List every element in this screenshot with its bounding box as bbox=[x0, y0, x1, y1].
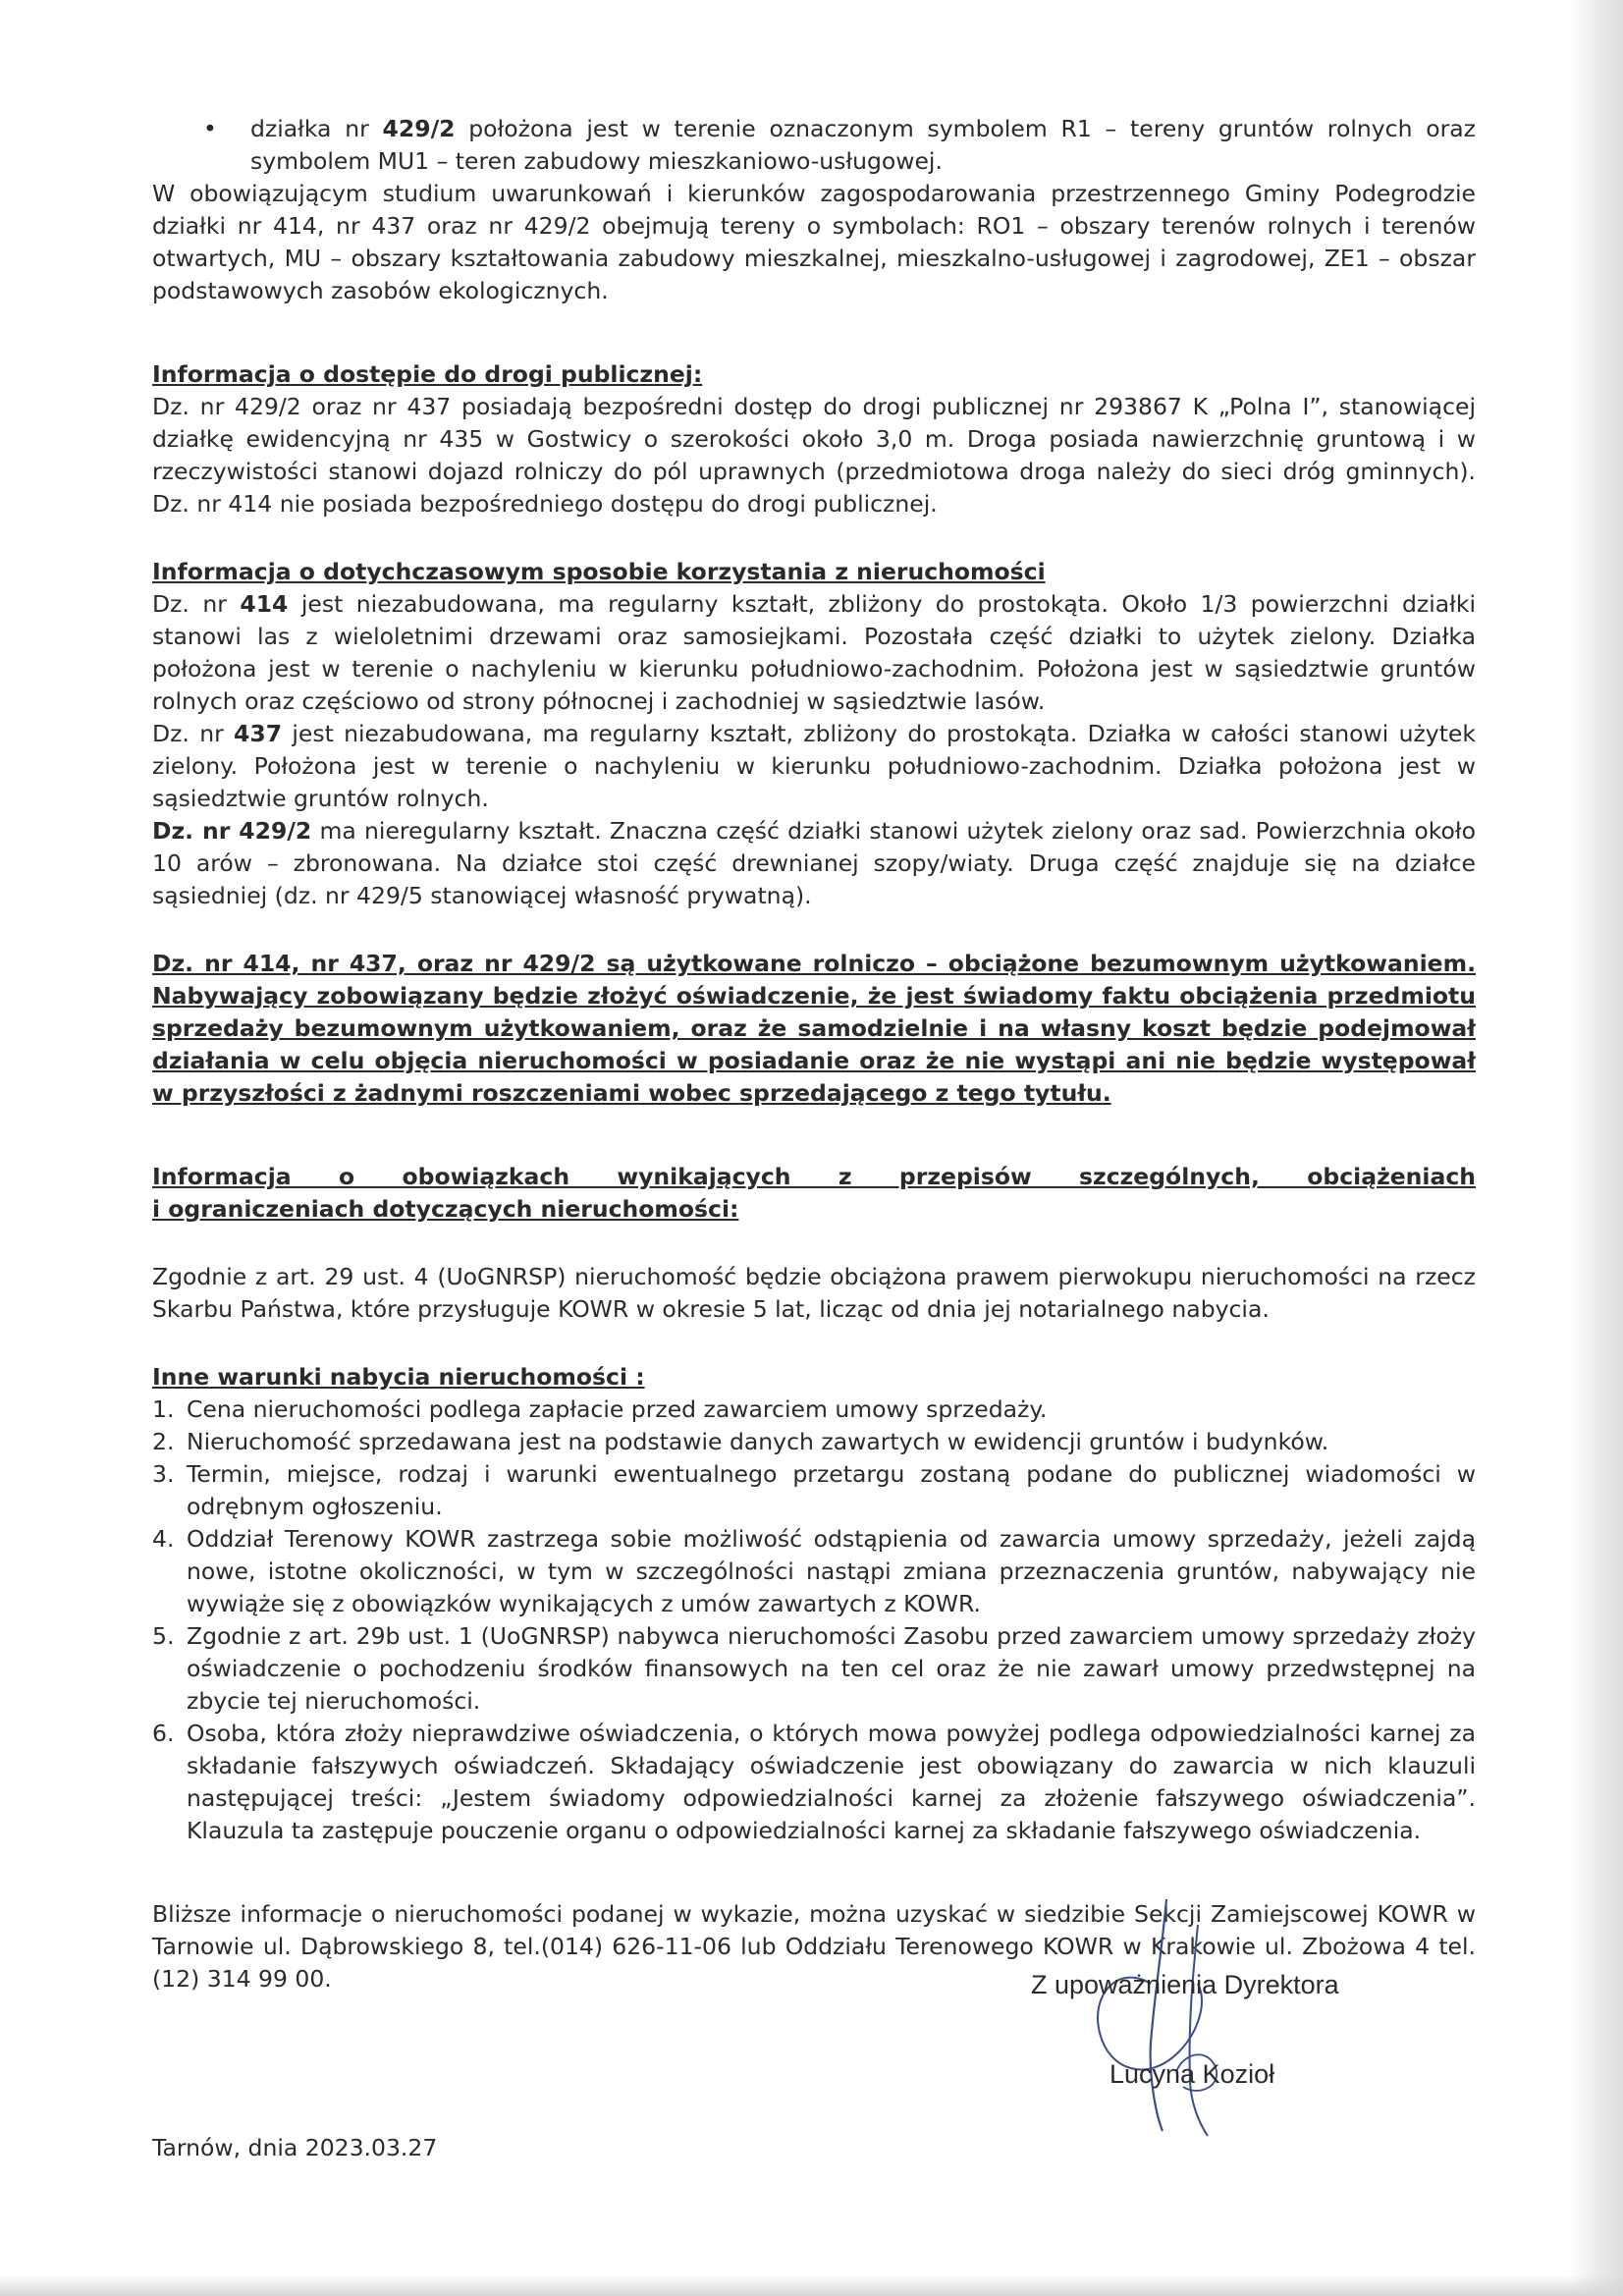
list-item: 1. Cena nieruchomości podlega zapłacie przed zawarciem umowy sprzedaży. bbox=[152, 1395, 1048, 1423]
list-item: 6. Osoba, która złoży nieprawdziwe oświadczenia, o których mowa powyżej podlega odpowiedzialności karnej za składanie fałszywych oświadczeń. Składający oświadczenie jest obowiązany do zawarcia w nich klauzuli następującej treści: „Jestem świadomy odpowiedzialności karnej za złożenie fałszywego oświadczenia”. Klauzula ta zastępuje pouczenie organu o odpowiedzialności karnej za składanie fałszywego oświadczenia. bbox=[152, 1720, 1476, 1844]
usage-parcel-437: Dz. nr 437 jest niezabudowana, ma regularny kształt, zbliżony do prostokąta. Działka w całości stanowi użytek zielony. Położona jest w terenie o nachyleniu w kierunku południowo-zachodnim. Działka położona jest w sąsiedztwie gruntów rolnych. bbox=[152, 720, 1476, 812]
scan-edge-shadow bbox=[1569, 0, 1623, 2296]
signature-title: Z upoważnienia Dyrektora bbox=[1031, 1970, 1339, 1999]
conditions-heading: Inne warunki nabycia nieruchomości : bbox=[152, 1363, 645, 1391]
signatory-name: Lucyna Kozioł bbox=[1109, 2059, 1275, 2089]
road-access-text: Dz. nr 429/2 oraz nr 437 posiadają bezpośredni dostęp do drogi publicznej nr 293867 K „Polna I”, stanowiącej działkę ewidencyjną nr 435 w Gostwicy o szerokości około 3,0 m. Droga posiada nawierzchnię gruntową i w rzeczywistości stanowi dojazd rolniczy do pól uprawnych (przedmiotowa droga należy do sieci dróg gminnych). Dz. nr 414 nie posiada bezpośredniego dostępu do drogi publicznej. bbox=[152, 393, 1476, 518]
obligations-heading-line1: Informacja o obowiązkach wynikających z przepisów szczególnych, obciążeniach bbox=[152, 1163, 1476, 1190]
list-item: 2. Nieruchomość sprzedawana jest na podstawie danych zawartych w ewidencji gruntów i budynków. bbox=[152, 1428, 1329, 1455]
obligations-heading-line2: i ograniczeniach dotyczących nieruchomości: bbox=[152, 1195, 739, 1223]
bullet-item-429-2 bbox=[152, 113, 1476, 178]
document-date: Tarnów, dnia 2023.03.27 bbox=[152, 2134, 438, 2161]
list-item: 5. Zgodnie z art. 29b ust. 1 (UoGNRSP) nabywca nieruchomości Zasobu przed zawarciem umowy sprzedaży złoży oświadczenie o pochodzeniu środków finansowych na ten cel oraz że nie zawarł umowy przedwstępnej na zbycie tej nieruchomości. bbox=[152, 1622, 1476, 1715]
usage-warning: Dz. nr 414, nr 437, oraz nr 429/2 są użytkowane rolniczo – obciążone bezumownym użytkowaniem. Nabywający zobowiązany będzie złożyć oświadczenie, że jest świadomy faktu obciążenia przedmiotu sprzedaży bezumownym użytkowaniem, oraz że samodzielnie i na własny koszt będzie podejmował działania w celu objęcia nieruchomości w posiadanie oraz że nie wystąpi ani nie będzie występował w przyszłości z żadnymi roszczeniami wobec sprzedającego z tego tytułu. bbox=[152, 950, 1476, 1107]
contact-paragraph: Bliższe informacje o nieruchomości podanej w wykazie, można uzyskać w siedzibie Sekcji Zamiejscowej KOWR w Tarnowie ul. Dąbrowskiego 8, tel.(014) 626-11-06 lub Oddziału Terenowego KOWR w Krakowie ul. Zbożowa 4 tel. (12) 314 99 00. bbox=[152, 1900, 1476, 1993]
bullet-text: działka nr 429/2 położona jest w terenie oznaczonym symbolem R1 – tereny gruntów rolnych oraz symbolem MU1 – teren zabudowy mieszkaniowo-usługowej. bbox=[250, 115, 1476, 175]
list-item: 4. Oddział Terenowy KOWR zastrzega sobie możliwość odstąpienia od zawarcia umowy sprzedaży, jeżeli zajdą nowe, istotne okoliczności, w tym w szczególności nastąpi zmiana przeznaczenia gruntów, nabywający nie wywiąże się z obowiązków wynikających z umów zawartych z KOWR. bbox=[152, 1525, 1476, 1617]
usage-parcel-414: Dz. nr 414 jest niezabudowana, ma regularny kształt, zbliżony do prostokąta. Około 1/3 powierzchni działki stanowi las z wieloletnimi drzewami oraz samosiejkami. Pozostała część działki to użytek zielony. Działka położona jest w terenie o nachyleniu w kierunku południowo-zachodnim. Położona jest w sąsiedztwie gruntów rolnych oraz częściowo od strony północnej i zachodniej w sąsiedztwie lasów. bbox=[152, 590, 1476, 715]
bullet-symbol: • bbox=[203, 115, 217, 142]
document-body bbox=[152, 113, 1476, 1995]
studium-paragraph: W obowiązującym studium uwarunkowań i kierunków zagospodarowania przestrzennego Gminy Podegrodzie działki nr 414, nr 437 oraz nr 429/2 obejmują tereny o symbolach: RO1 – obszary terenów rolnych i terenów otwartych, MU – obszary kształtowania zabudowy mieszkalnej, mieszkalno-usługowej i zagrodowej, ZE1 – obszar podstawowych zasobów ekologicznych. bbox=[152, 180, 1476, 304]
list-item: 3. Termin, miejsce, rodzaj i warunki ewentualnego przetargu zostaną podane do publicznej wiadomości w odrębnym ogłoszeniu. bbox=[152, 1460, 1476, 1520]
usage-parcel-429-2: Dz. nr 429/2 ma nieregularny kształt. Znaczna część działki stanowi użytek zielony oraz sad. Powierzchnia około 10 arów – zbronowana. Na działce stoi część drewnianej szopy/wiaty. Druga część znajduje się na działce sąsiedniej (dz. nr 429/5 stanowiącej własność prywatną). bbox=[152, 817, 1476, 909]
road-access-heading: Informacja o dostępie do drogi publicznej: bbox=[152, 360, 703, 388]
conditions-list bbox=[152, 1394, 1476, 1847]
handwritten-signature bbox=[1060, 1886, 1286, 2141]
obligations-text: Zgodnie z art. 29 ust. 4 (UoGNRSP) nieruchomość będzie obciążona prawem pierwokupu nieruchomości na rzecz Skarbu Państwa, które przysługuje KOWR w okresie 5 lat, licząc od dnia jej notarialnego nabycia. bbox=[152, 1263, 1476, 1323]
usage-heading: Informacja o dotychczasowym sposobie korzystania z nieruchomości bbox=[152, 558, 1046, 585]
scan-bottom-shadow bbox=[0, 2274, 1623, 2296]
